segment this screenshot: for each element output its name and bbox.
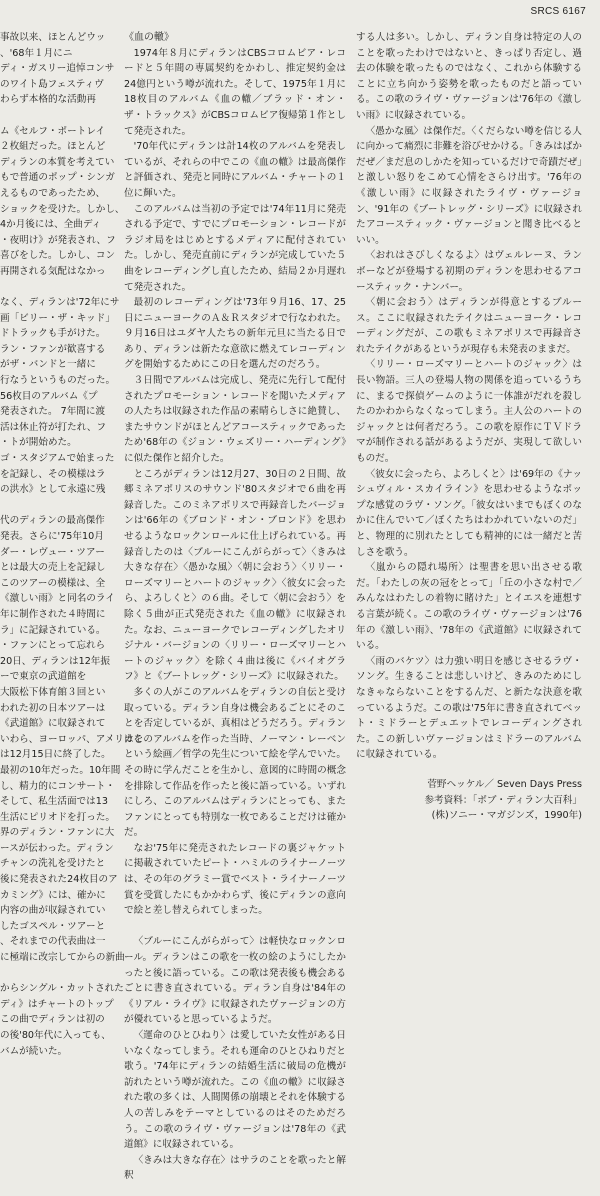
text-line: 20日、ディランは12年振 [0,655,110,667]
text-line: 行なうというものだった。 [0,375,116,387]
text-line: 大阪松下体育館３回とい [0,686,106,698]
text-line: チャンの洗礼を受けたと [0,858,106,870]
text-line: 活は休止符が打たれ、フ [0,421,107,433]
paragraph: 〈リリー・ローズマリーとハートのジャック〉は長い物語。三人の登場人物の関係を追っているうちに、まるで探偵ゲームのように一体誰がだれを殺したのかわからなくなってしまう。主人公のハートのジャックとは何者だろう。この歌を原作にＴＶドラマが制作される話があるようだが、実現して欲しいものだ。 [356,359,582,465]
text-line: 内容の曲が収録されてい [0,905,106,917]
text-line: 最初の10年だった。10年間 [0,764,121,776]
paragraph: 〈おれはさびしくなるよ〉はヴェルレーヌ、ランボーなどが登場する初期のディランを思わせるアコースティック・ナンバー。 [356,250,582,293]
paragraph: 最初のレコーディングは'73年９月16、17、25日にニューヨークのＡ＆Ｒスタジオで行なわれた。９月16日はユダヤ人たちの新年元旦に当たる日であり、ディランは新たな意欲に燃えてレコーディングを開始するためにこの日を選んだのだろう。 [124,297,346,371]
paragraph: する人は多い。しかし、ディラン自身は特定の人のことを歌ったわけではないと、きっぱり否定し、過去の体験を歌ったものではなく、これから体験することに立ち向かう姿勢を歌ったものだと語っている。この歌のライヴ・ヴァージョンは'76年の《激しい雨》に収録されている。 [356,32,582,121]
text-line: ・ファンにとって忘れら [0,640,106,652]
paragraph: 〈きみは大きな存在〉はサラのことを歌ったと解釈 [124,1154,346,1182]
text-line: を記録し、その模様はラ [0,468,106,480]
column-left [0,30,144,1059]
text-line: とは最大の売上を記録し [0,562,106,574]
catalog-number: SRCS 6167 [530,6,586,17]
text-line: ドトラックも手がけた。 [0,328,106,340]
text-line: 56枚目のアルバム《プ [0,390,98,402]
text-line: し、精力的にコンサート・ [0,780,116,792]
text-line: 、それまでの代表曲は一 [0,936,106,948]
blank-line [0,966,104,982]
text-line: バムが続いた。 [0,1045,68,1057]
text-line: ・夜明け》が発表され、フ [0,234,116,246]
text-line: ディランの本質を考えてい [0,156,115,168]
paragraph: なお'75年に発売されたレコードの裏ジャケットに掲載されていたピート・ハミルのライナーノーツは、その年のグラミー賞でベスト・ライナーノーツ賞を受賞したにもかかわらず、後にディランの意向で絵と差し替えられてしまった。 [124,842,346,917]
text-line: 事故以来、ほとんどウッ [0,32,106,43]
paragraph: 〈愚かな風〉は傑作だ。〈くだらない噂を信じる人に向かって痛烈に非難を浴びせかける。「きみはばかだぜ／まだ息のしかたを知っているだけで奇蹟だぜ」と激しい怒りをこめて心情をさらけ出す。'76年の《激しい雨》に収録されたライヴ・ヴァージョン、'91年の《ブートレッグ・シリーズ》に収録されたアコースティック・ヴァージョンと聞き比べるといい。 [356,125,582,246]
paragraph: '70年代にディランは計14枚のアルバムを発表しているが、それらの中でこの《血の轍》は最高傑作と評価され、発売と同時にアルバム・チャートの１位に輝いた。 [124,141,346,199]
paragraph: 多くの人がこのアルバムをディランの自伝と受け取っている。ディラン自身は機会あるごとにそのことを否定しているが、真相はどうだろう。ディランはこのアルバムを作った当時、ノーマン・レーベンという絵画／哲学の先生について絵を学んでいた。その時に学んだことを生かし、意図的に時間の概念を排除して作品を作ったと後に語っている。いずれにしろ、このアルバムはディランにとっても、またファンにとっても特別な一枚であることだけは確かだ。 [124,686,346,839]
section-heading: 《血の轍》 [124,32,174,43]
text-line: この曲でディランは初の [0,1014,105,1026]
paragraph: 1974年８月にディランはCBSコロムビア・レコードと５年間の専属契約をかわし、推定契約金は24億円という噂が流れた。そして、1975年１月に18枚目のアルバム《血の轍／ブラッド・オン・ザ・トラックス》がCBSコロムビア復帰第１作として発売された。 [124,47,346,137]
text-line: に極端に改宗してからの新曲 [0,952,125,964]
paragraph: 〈ブルーにこんがらがって〉は軽快なロックンロール。ディランはこの歌を一枚の絵のようにしたかったと後に語っている。この歌は発表後も機会あるごとに書き直されている。ディラン自身は'84年の《リアル・ライヴ》に収録されたヴァージョンの方が優れていると思っているようだ。 [124,936,346,1026]
paragraph: このアルバムは当初の予定では'74年11月に発売される予定で、すでにプロモーション・レコードがラジオ局をはじめとするメディアに配付されていた。しかし、発売直前にディランが完成していた５曲をレコーディングし直したため、結局２か月遅れて発売された。 [124,203,346,293]
text-line: 発表された。 7年間に渡 [0,406,106,418]
credit-block [356,777,582,824]
text-line: ディ・ガスリー追悼コンサ [0,63,115,75]
text-line: ショックを受けた。しかし、 [0,203,125,215]
text-line: 、'68年１月にニ [0,47,73,59]
blank-line [0,498,104,514]
text-line: このツアーの模様は、全 [0,577,106,589]
text-line: カミング》には、確かに [0,889,106,901]
text-line: ・トが開始めた。 [0,437,77,449]
column-right [356,30,582,824]
text-line: 《激しい雨》と同名のライ [0,593,115,605]
text-line: の洪水》として永遠に残 [0,484,106,496]
text-line: いわら、ヨーロッパ、アメリカを [0,733,144,745]
paragraph: 〈嵐からの隠れ場所〉は聖書を思い出させる歌だ。「わたしの灰の冠をとって」「丘の小さな村で／みんなはわたしの着物に賭けた」とイエスを連想する言葉が続く。この歌のライヴ・ヴァージョンは'76年の《激しい雨》、'78年の《武道館》に収録されている。 [356,562,582,652]
paragraph: ところがディランは12月27、30日の２日間、故郷ミネアポリスのサウンド'80スタジオで６曲を再録音した。このミネアポリスで再録音したバージョンは'66年の《ブロンド・オン・ブロンド》を思わせるようなロックンロールに仕上げられている。再録音したのは〈ブルーにこんがらがって〉〈きみは大きな存在〉〈愚かな風〉〈朝に会おう〉〈リリー・ローズマリーとハートのジャック〉〈彼女に会ったら、よろしくと〉の６曲。そして〈朝に会おう〉を除く５曲が正式発売された《血の轍》に収録された。なお、ニューヨークでレコーディングしたオリジナル・バージョンの〈リリー・ローズマリーとハートのジャック〉を除く４曲は後に《バイオグラフ》と《ブートレッグ・シリーズ》に収録された。 [124,468,346,683]
text-line: の後'80年代に入っても、 [0,1030,111,1041]
text-line: わらず本格的な活動再 [0,94,96,106]
text-line: ダー・レヴュー・ツアー [0,546,105,558]
credit-publisher: (株)ソニー・マガジンズ，1990年) [431,810,582,822]
text-line: 年に制作された４時間に [0,608,106,620]
text-line: 界のディラン・ファンに大 [0,827,115,839]
text-line: 後に発表された24枚目のア [0,874,118,886]
text-line: のワイト島フェスティヴ [0,78,104,90]
text-line: われた初の日本ツアーは [0,702,106,714]
blank-line [124,919,346,935]
text-line: ースが伝わった。ディラン [0,842,114,854]
paragraph: 〈運命のひとひねり〉は愛していた女性がある日いなくなってしまう。それも運命のひとひねりだと歌う。'74年にディランの結婚生活に破局の危機が訪れたという噂が流れた。この《血の轍》に収録された歌の多くは、人間関係の崩壊とそれを体験する人の苦しみをテーマとしているのはそのためだろう。この歌のライヴ・ヴァージョンは'78年の《武道館》に収録されている。 [124,1030,346,1151]
text-line: そして、私生活面では13 [0,796,108,808]
text-line: 《武道館》に収録されて [0,718,106,730]
text-line: は12月15日に終了した。 [0,749,111,761]
text-line: 喜びをした。しかし、コン [0,250,116,262]
text-line: ム《セルフ・ポートレイ [0,125,106,137]
text-line: 代のディランの最高傑作 [0,515,105,527]
text-line: 画「ビリー・ザ・キッド」 [0,312,115,324]
text-line: ２枚組だった。ほとんど [0,141,106,153]
text-line: 4か月後には、全曲ディ [0,219,102,231]
text-line: ーで東京の武道館を [0,671,87,683]
text-line: ゴ・スタジアムで始まった [0,453,115,465]
blank-line [0,108,104,124]
paragraph: 〈雨のバケツ〉は力強い明日を感じさせるラヴ・ソング。生きることは悲しいけど、きみのためにしなきゃならないことをするんだ、と新たな決意を歌っているようだ。この歌は'75年に書き直されてベット・ミドラーとデュエットでレコーディングされた。この新しいヴァージョンはミドラーのアルバムに収録されている。 [356,655,582,761]
text-line: 生活にピリオドを打った。 [0,811,116,823]
paragraph: 〈彼女に会ったら、よろしくと〉は'69年の《ナッシュヴィル・スカイライン》を思わせるようなポップな感覚のラヴ・ソング。「彼女はいまでもぼくのなかに住んでいて／ぼくたちはわかれていないのだ」と、物理的に別れたとしても精神的には一緒だと苦しさを歌う。 [356,468,582,558]
text-line: からシングル・カットされた [0,983,124,995]
text-line: ラン・ファンが歓喜する [0,343,106,355]
paragraph: 〈朝に会おう〉はディランが得意とするブルース。ここに収録されたテイクはニューヨーク・レコーディングだが、この歌もミネアポリスで再録音されたテイクがあるというが現存も未発表のままだ。 [356,297,582,355]
credit-author: 菅野ヘッケル／ Seven Days Press [427,778,582,790]
text-line: がザ・バンドと一緒に [0,359,96,371]
column-middle [124,30,346,1184]
blank-line [0,280,104,296]
text-line: 再開される気配はなかっ [0,265,106,277]
text-line: もで普通のポップ・シンガ [0,172,115,184]
text-line: なく、ディランは'72年にサ [0,297,120,309]
text-line: 発表。さらに'75年10月 [0,531,104,542]
text-line: ディ》はチャートのトップ [0,998,114,1010]
text-line: えるものであったため、 [0,187,106,199]
text-line: ラ」に記録されている。 [0,624,106,636]
paragraph: ３日間でアルバムは完成し、発売に先行して配付されたプロモーション・レコードを聞いたメディアの人たちは収録された作品の素晴らしさに絶賛し、またサウンドがほとんどアコースティックであったため'68年の《ジョン・ウェズリー・ハーディング》に似た傑作と紹介した。 [124,375,346,465]
credit-reference: 参考資料：「ボブ・ディラン大百科」 [424,794,582,806]
text-line: したゴスペル・ツアーと [0,920,106,932]
